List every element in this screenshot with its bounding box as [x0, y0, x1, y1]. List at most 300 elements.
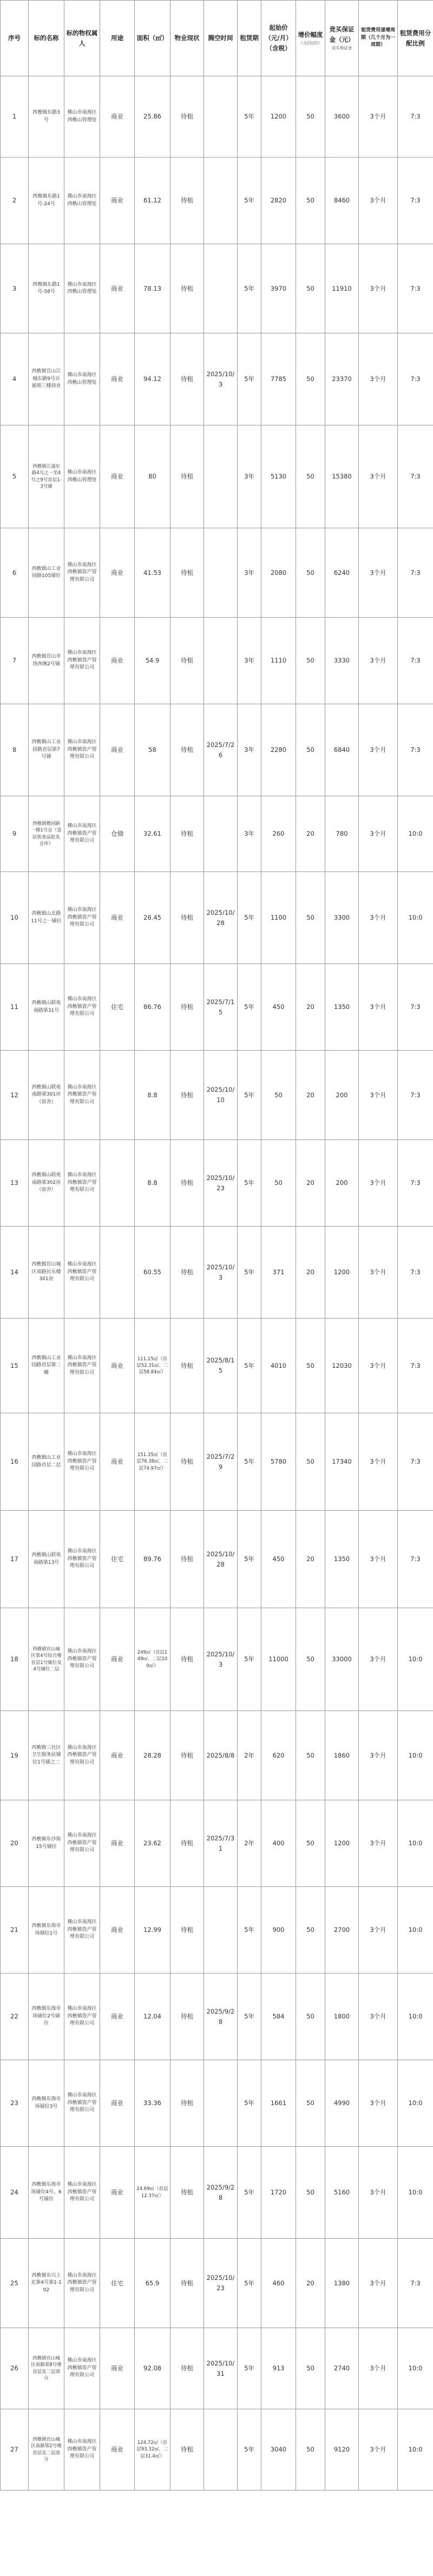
row-split: 10:0: [398, 1711, 433, 1800]
table-row: [1, 2409, 433, 2490]
row-growth: 3个月: [359, 1319, 398, 1413]
table-row: [1, 2147, 433, 2239]
row-price: 450: [261, 964, 296, 1051]
row-seq: 14: [1, 1227, 29, 1319]
table-row: [1, 528, 433, 618]
row-name: 西樵镇东海市场铺位1号: [29, 1887, 64, 1974]
row-status: 待租: [170, 1800, 204, 1887]
row-owner: 佛山市南海区西樵镇资产管理有限公司: [64, 964, 100, 1051]
row-deposit: 200: [325, 1140, 359, 1227]
row-vacate: 2025/9/28: [204, 1974, 238, 2060]
row-deposit: 9120: [325, 2409, 359, 2490]
row-seq: 9: [1, 796, 29, 872]
row-price: 260: [261, 796, 296, 872]
row-increment: 50: [296, 704, 325, 796]
row-status: 待租: [170, 425, 204, 528]
row-use: 商业: [100, 1413, 135, 1511]
row-name: 西樵镇官山城区南路第2号楼首层及二层部分: [29, 2409, 64, 2490]
row-owner: 佛山市南海区西樵镇资产管理有限公司: [64, 796, 100, 872]
row-price: 1110: [261, 618, 296, 704]
row-price: 1100: [261, 872, 296, 964]
row-seq: 5: [1, 425, 29, 528]
row-use: 商业: [100, 528, 135, 618]
row-seq: 1: [1, 76, 29, 158]
row-term: 5年: [238, 1608, 261, 1711]
row-split: 7:3: [398, 1051, 433, 1140]
row-name: 西樵镇东沙街15号铺位: [29, 1800, 64, 1887]
row-increment: 50: [296, 333, 325, 425]
row-use: 仓储: [100, 796, 135, 872]
row-owner: 佛山市南海区西樵山管理处: [64, 76, 100, 158]
row-status: 待租: [170, 1608, 204, 1711]
row-area: 86.76: [135, 964, 170, 1051]
row-name: 西樵镇东海市场铺位4号、6号铺位: [29, 2147, 64, 2239]
row-growth: 3个月: [359, 1413, 398, 1511]
row-split: 10:0: [398, 796, 433, 872]
row-term: 2年: [238, 1711, 261, 1800]
header-deposit-label: 竞买保证金（元）: [329, 25, 355, 44]
row-term: 5年: [238, 158, 261, 244]
table-row: [1, 1887, 433, 1974]
row-seq: 10: [1, 872, 29, 964]
row-use: 住宅: [100, 964, 135, 1051]
row-use: 商业: [100, 158, 135, 244]
row-increment: 50: [296, 1974, 325, 2060]
row-price: 450: [261, 1511, 296, 1608]
row-deposit: 12030: [325, 1319, 359, 1413]
row-growth: 3个月: [359, 244, 398, 333]
row-term: 3年: [238, 618, 261, 704]
row-name: 西樵镇山联苑南路第302房（宿舍）: [29, 1140, 64, 1227]
row-growth: 3个月: [359, 1511, 398, 1608]
row-split: 10:0: [398, 872, 433, 964]
header-seq: 序号: [1, 1, 29, 76]
row-owner: 佛山市南海区西樵镇资产管理有限公司: [64, 1711, 100, 1800]
header-increment: [296, 1, 325, 76]
row-seq: 4: [1, 333, 29, 425]
row-use: 商业: [100, 76, 135, 158]
row-seq: 26: [1, 2328, 29, 2409]
table-body: [1, 76, 433, 2490]
header-status: 物业现状: [170, 1, 204, 76]
row-name: 西樵镇官山市场西侧2号铺: [29, 618, 64, 704]
row-vacate: [204, 528, 238, 618]
row-area: 65.9: [135, 2239, 170, 2328]
row-price: 900: [261, 1887, 296, 1974]
table-row: [1, 76, 433, 158]
row-vacate: 2025/10/23: [204, 1140, 238, 1227]
row-term: 5年: [238, 76, 261, 158]
row-growth: 3个月: [359, 964, 398, 1051]
row-increment: 20: [296, 2239, 325, 2328]
row-term: 5年: [238, 2060, 261, 2147]
row-price: 5780: [261, 1413, 296, 1511]
row-deposit: 1860: [325, 1711, 359, 1800]
table-row: [1, 158, 433, 244]
row-use: 商业: [100, 704, 135, 796]
row-vacate: 2025/10/3: [204, 1227, 238, 1319]
header-area: 面积（㎡）: [135, 1, 170, 76]
row-status: 待租: [170, 2060, 204, 2147]
row-split: 7:3: [398, 158, 433, 244]
table-row: [1, 1227, 433, 1319]
row-name: 西樵镇东海市场铺位3号: [29, 2060, 64, 2147]
row-seq: 2: [1, 158, 29, 244]
row-area: 151.35㎡（首层76.38㎡、二层74.97㎡）: [135, 1413, 170, 1511]
row-name: 西樵镇官山城区南路第8号楼首层及二层部分: [29, 2328, 64, 2409]
row-seq: 21: [1, 1887, 29, 1974]
row-status: 待租: [170, 2239, 204, 2328]
row-seq: 19: [1, 1711, 29, 1800]
row-split: 7:3: [398, 1227, 433, 1319]
row-split: 7:3: [398, 1140, 433, 1227]
row-price: 1720: [261, 2147, 296, 2239]
row-growth: 3个月: [359, 158, 398, 244]
row-seq: 17: [1, 1511, 29, 1608]
row-split: 10:0: [398, 2328, 433, 2409]
row-seq: 25: [1, 2239, 29, 2328]
table-row: [1, 1608, 433, 1711]
row-term: 3年: [238, 528, 261, 618]
header-vacate: 腾空时间: [204, 1, 238, 76]
row-vacate: 2025/10/28: [204, 1511, 238, 1608]
row-growth: 3个月: [359, 333, 398, 425]
row-area: 124.72㎡（首层93.32㎡、二层31.4㎡）: [135, 2409, 170, 2490]
row-deposit: 8460: [325, 158, 359, 244]
row-status: 待租: [170, 1319, 204, 1413]
row-area: 94.12: [135, 333, 170, 425]
table-row: [1, 244, 433, 333]
row-term: 5年: [238, 964, 261, 1051]
row-increment: 20: [296, 964, 325, 1051]
row-area: 12.04: [135, 1974, 170, 2060]
row-growth: 3个月: [359, 528, 398, 618]
row-name: 西樵镇东路1号-58号: [29, 244, 64, 333]
row-deposit: 1380: [325, 2239, 359, 2328]
row-vacate: 2025/9/28: [204, 2147, 238, 2239]
row-growth: 3个月: [359, 1711, 398, 1800]
row-owner: 佛山市南海区西樵镇资产管理有限公司: [64, 618, 100, 704]
row-deposit: 1200: [325, 1800, 359, 1887]
row-term: 5年: [238, 1051, 261, 1140]
table-row: [1, 1511, 433, 1608]
row-use: 商业: [100, 1608, 135, 1711]
row-name: 西樵镇山联苑南路第31号: [29, 964, 64, 1051]
row-price: 371: [261, 1227, 296, 1319]
row-vacate: 2025/7/26: [204, 704, 238, 796]
row-split: 10:0: [398, 1887, 433, 1974]
row-seq: 24: [1, 2147, 29, 2239]
row-price: 50: [261, 1140, 296, 1227]
row-seq: 6: [1, 528, 29, 618]
header-name: 标的名称: [29, 1, 64, 76]
table-row: [1, 1051, 433, 1140]
row-term: 2年: [238, 1800, 261, 1887]
row-use: 商业: [100, 2060, 135, 2147]
row-price: 3970: [261, 244, 296, 333]
table-row: [1, 2239, 433, 2328]
row-area: 111.15㎡（首层52.31㎡、二层58.84㎡）: [135, 1319, 170, 1413]
row-increment: 50: [296, 1887, 325, 1974]
row-deposit: 4990: [325, 2060, 359, 2147]
row-vacate: [204, 425, 238, 528]
row-area: 89.76: [135, 1511, 170, 1608]
table-row: [1, 2328, 433, 2409]
row-use: 商业: [100, 1800, 135, 1887]
row-use: 商业: [100, 618, 135, 704]
row-increment: 20: [296, 796, 325, 872]
row-increment: 50: [296, 1413, 325, 1511]
header-increment-label: 增价幅度: [298, 30, 323, 38]
row-price: 3040: [261, 2409, 296, 2490]
header-price: 起始价（元/月）（含税）: [261, 1, 296, 76]
row-area: 8.8: [135, 1051, 170, 1140]
row-increment: 20: [296, 1140, 325, 1227]
row-seq: 22: [1, 1974, 29, 2060]
table-row: [1, 872, 433, 964]
row-status: 待租: [170, 618, 204, 704]
row-owner: 佛山市南海区西樵镇资产管理有限公司: [64, 1608, 100, 1711]
row-use: 商业: [100, 2409, 135, 2490]
row-status: 待租: [170, 528, 204, 618]
row-term: 5年: [238, 2409, 261, 2490]
header-increment-sub: （元/次/次）: [299, 40, 322, 45]
row-status: 待租: [170, 1413, 204, 1511]
row-split: 7:3: [398, 1319, 433, 1413]
row-status: 待租: [170, 872, 204, 964]
row-status: 待租: [170, 796, 204, 872]
row-status: 待租: [170, 1140, 204, 1227]
row-growth: 3个月: [359, 76, 398, 158]
row-status: 待租: [170, 1051, 204, 1140]
row-vacate: [204, 76, 238, 158]
row-deposit: 6840: [325, 704, 359, 796]
row-owner: 佛山市南海区西樵山管理处: [64, 244, 100, 333]
row-area: 32.61: [135, 796, 170, 872]
row-status: 待租: [170, 1887, 204, 1974]
row-price: 11000: [261, 1608, 296, 1711]
row-status: 待租: [170, 333, 204, 425]
row-seq: 16: [1, 1413, 29, 1511]
row-name: 西樵镇樵园路一楼1号仓（富民街食品批发仓库）: [29, 796, 64, 872]
row-area: 249㎡（首层149㎡、二层100㎡）: [135, 1608, 170, 1711]
row-area: 33.36: [135, 2060, 170, 2147]
row-increment: 50: [296, 1608, 325, 1711]
row-split: 7:3: [398, 618, 433, 704]
row-owner: 佛山市南海区西樵镇资产管理有限公司: [64, 872, 100, 964]
row-vacate: 2025/8/8: [204, 1711, 238, 1800]
row-status: 待租: [170, 1974, 204, 2060]
row-area: 28.45: [135, 872, 170, 964]
row-term: 5年: [238, 2328, 261, 2409]
row-use: 商业: [100, 333, 135, 425]
row-deposit: 6240: [325, 528, 359, 618]
row-deposit: 33000: [325, 1608, 359, 1711]
row-price: 4010: [261, 1319, 296, 1413]
row-owner: 佛山市南海区西樵镇资产管理有限公司: [64, 2239, 100, 2328]
row-deposit: 1350: [325, 964, 359, 1051]
row-term: 3年: [238, 796, 261, 872]
row-vacate: [204, 1887, 238, 1974]
row-seq: 11: [1, 964, 29, 1051]
row-name: 西樵镇山联苑南路第13号: [29, 1511, 64, 1608]
row-deposit: 5160: [325, 2147, 359, 2239]
row-split: 7:3: [398, 76, 433, 158]
row-growth: 3个月: [359, 425, 398, 528]
row-price: 400: [261, 1800, 296, 1887]
row-price: 460: [261, 2239, 296, 2328]
row-name: 西樵镇官山城区第4号综合楼首层1号铺位及4号铺位二层: [29, 1608, 64, 1711]
row-vacate: 2025/10/28: [204, 872, 238, 964]
row-deposit: 200: [325, 1051, 359, 1140]
row-seq: 23: [1, 2060, 29, 2147]
row-deposit: 2740: [325, 2328, 359, 2409]
row-term: 5年: [238, 333, 261, 425]
row-use: 商业: [100, 1887, 135, 1974]
header-deposit-sub: 竞买保证金: [331, 45, 352, 51]
row-status: 待租: [170, 1227, 204, 1319]
row-name: 西樵镇东路3号: [29, 76, 64, 158]
row-use: 商业: [100, 1974, 135, 2060]
row-status: 待租: [170, 76, 204, 158]
row-name: 西樵镇官山江城东路9号百福苑三楼商业: [29, 333, 64, 425]
table-row: [1, 1711, 433, 1800]
table-row: [1, 333, 433, 425]
row-split: 7:3: [398, 333, 433, 425]
row-increment: 50: [296, 872, 325, 964]
header-use: 用途: [100, 1, 135, 76]
row-deposit: 23370: [325, 333, 359, 425]
table-row: [1, 704, 433, 796]
table-row: [1, 964, 433, 1051]
row-term: 5年: [238, 1974, 261, 2060]
row-term: 5年: [238, 1511, 261, 1608]
row-area: 78.13: [135, 244, 170, 333]
row-use: 商业: [100, 425, 135, 528]
table-row: [1, 1800, 433, 1887]
row-owner: 佛山市南海区西樵山管理处: [64, 333, 100, 425]
row-use: 商业: [100, 1711, 135, 1800]
row-vacate: [204, 244, 238, 333]
row-vacate: 2025/10/3: [204, 333, 238, 425]
row-owner: 佛山市南海区西樵镇资产管理有限公司: [64, 1319, 100, 1413]
row-seq: 8: [1, 704, 29, 796]
row-name: 西樵镇山工业园路105铺位: [29, 528, 64, 618]
row-term: 3年: [238, 425, 261, 528]
row-term: 3年: [238, 704, 261, 796]
row-growth: 3个月: [359, 1887, 398, 1974]
row-seq: 20: [1, 1800, 29, 1887]
table-row: [1, 2060, 433, 2147]
row-term: 5年: [238, 1887, 261, 1974]
row-increment: 50: [296, 2328, 325, 2409]
row-use: [100, 1051, 135, 1140]
row-vacate: 2025/7/29: [204, 1413, 238, 1511]
row-increment: 50: [296, 528, 325, 618]
row-vacate: 2025/7/15: [204, 964, 238, 1051]
row-split: 10:0: [398, 1974, 433, 2060]
row-term: 5年: [238, 244, 261, 333]
table-row: [1, 1974, 433, 2060]
row-use: 商业: [100, 2147, 135, 2239]
row-use: [100, 1227, 135, 1319]
row-deposit: 1200: [325, 1227, 359, 1319]
row-split: 10:0: [398, 2409, 433, 2490]
row-split: 7:3: [398, 2239, 433, 2328]
row-area: 12.99: [135, 1887, 170, 1974]
row-area: 92.08: [135, 2328, 170, 2409]
row-increment: 50: [296, 2060, 325, 2147]
row-status: 待租: [170, 2147, 204, 2239]
row-price: 1661: [261, 2060, 296, 2147]
row-price: 50: [261, 1051, 296, 1140]
table-header-row: [1, 1, 433, 76]
row-growth: 3个月: [359, 1051, 398, 1140]
row-deposit: 1350: [325, 1511, 359, 1608]
row-vacate: 2025/8/15: [204, 1319, 238, 1413]
table-row: [1, 425, 433, 528]
row-seq: 27: [1, 2409, 29, 2490]
row-split: 7:3: [398, 425, 433, 528]
row-use: 商业: [100, 244, 135, 333]
row-split: 7:3: [398, 244, 433, 333]
table-row: [1, 1140, 433, 1227]
row-owner: 佛山市南海区西樵镇资产管理有限公司: [64, 1800, 100, 1887]
row-price: 5130: [261, 425, 296, 528]
row-use: 商业: [100, 1319, 135, 1413]
row-price: 620: [261, 1711, 296, 1800]
row-growth: 3个月: [359, 1974, 398, 2060]
row-name: 西樵镇山工业园路首层第二幢: [29, 1319, 64, 1413]
row-split: 7:3: [398, 1413, 433, 1511]
row-split: 7:3: [398, 964, 433, 1051]
row-name: 西樵镇三社区卫生服务站铺位1号铺之二: [29, 1711, 64, 1800]
row-price: 1200: [261, 76, 296, 158]
row-deposit: 1800: [325, 1974, 359, 2060]
row-split: 10:0: [398, 1800, 433, 1887]
row-deposit: 3600: [325, 76, 359, 158]
row-term: 5年: [238, 1413, 261, 1511]
row-area: 58: [135, 704, 170, 796]
row-vacate: 2025/10/31: [204, 2328, 238, 2409]
row-area: 23.62: [135, 1800, 170, 1887]
row-split: 10:0: [398, 2060, 433, 2147]
row-area: 60.55: [135, 1227, 170, 1319]
row-deposit: 15380: [325, 425, 359, 528]
table-row: [1, 1413, 433, 1511]
row-area: 61.12: [135, 158, 170, 244]
row-name: 西樵镇山北路11号之一铺位: [29, 872, 64, 964]
row-price: 2080: [261, 528, 296, 618]
row-growth: 3个月: [359, 2239, 398, 2328]
row-seq: 3: [1, 244, 29, 333]
row-growth: 3个月: [359, 618, 398, 704]
row-vacate: [204, 618, 238, 704]
row-use: 商业: [100, 872, 135, 964]
row-growth: 3个月: [359, 2147, 398, 2239]
row-growth: 3个月: [359, 2409, 398, 2490]
row-increment: 20: [296, 1227, 325, 1319]
table-row: [1, 796, 433, 872]
row-name: 西樵镇江浦东路4号之一至4号之9号首层1-3号铺: [29, 425, 64, 528]
row-growth: 3个月: [359, 704, 398, 796]
row-increment: 50: [296, 1711, 325, 1800]
row-name: 西樵镇官山城区南路民乐楼301房: [29, 1227, 64, 1319]
row-price: 913: [261, 2328, 296, 2409]
row-deposit: 11910: [325, 244, 359, 333]
row-increment: 50: [296, 618, 325, 704]
row-area: 41.53: [135, 528, 170, 618]
